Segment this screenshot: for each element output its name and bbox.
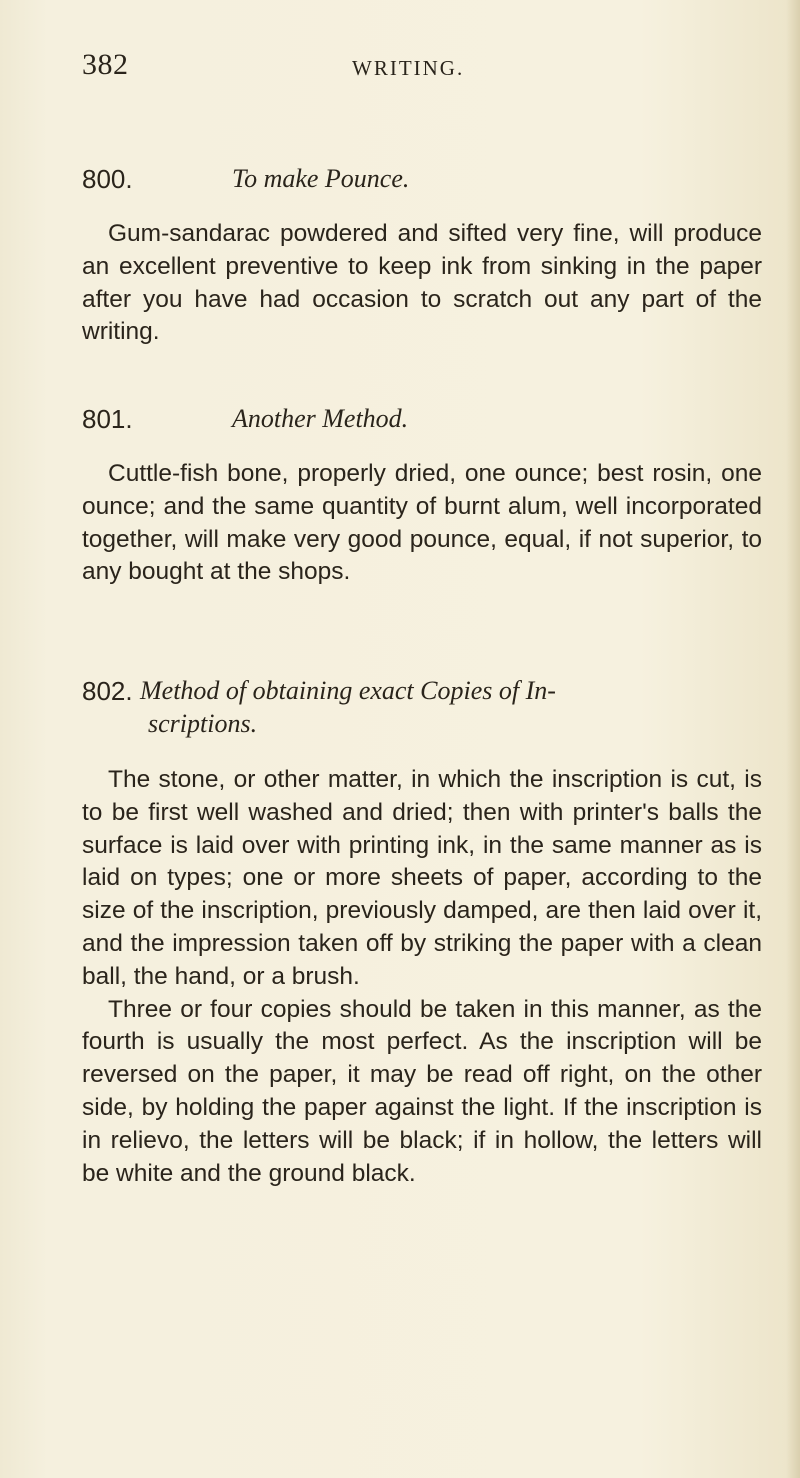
recipe-801 [82,404,762,589]
recipe-heading [82,404,762,440]
recipe-title: To make Pounce. [232,164,410,193]
page-edge-shadow [786,0,800,1478]
recipe-paragraph: Cuttle-fish bone, properly dried, one ounce; best rosin, one ounce; and the same quantity of burnt alum, well incorporated together, will make very good pounce, equal, if not superior, to any bought at the shops. [82,460,762,586]
recipe-number: 801. [82,404,133,434]
recipe-heading [82,164,762,200]
recipe-paragraph: Three or four copies should be taken in this manner, as the fourth is usually the most perfect. As the inscription will be reversed on the paper, it may be read off right, on the other side, by holding the paper against the light. If the inscription is in relievo, the letters will be black; if in hollow, the letters will be white and the ground black. [82,995,762,1187]
recipe-number: 802. [82,676,133,706]
recipe-802 [82,676,762,1190]
recipe-title: Method of obtaining exact Copies of In- [140,676,556,705]
recipe-paragraph: The stone, or other matter, in which the inscription is cut, is to be first well washed and dried; then with printer's balls the surface is laid over with printing ink, in the same manner as is laid on types; one or more sheets of paper, according to the size of the inscription, previously damped, are then laid over it, and the impression taken off by striking the paper with a clean ball, the hand, or a brush. [82,766,762,990]
recipe-800 [82,164,762,349]
recipe-title-continued: scriptions. [148,709,258,738]
recipe-number: 800. [82,164,133,194]
recipe-paragraph: Gum-sandarac powdered and sifted very fine, will produce an excellent preventive to keep ink from sinking in the paper after you have had occasion to scratch out any part of the writing. [82,220,762,346]
running-head [82,48,722,88]
running-title: WRITING. [352,56,465,80]
recipe-heading [82,676,762,708]
recipe-title: Another Method. [232,404,409,433]
page-number: 382 [82,48,129,81]
